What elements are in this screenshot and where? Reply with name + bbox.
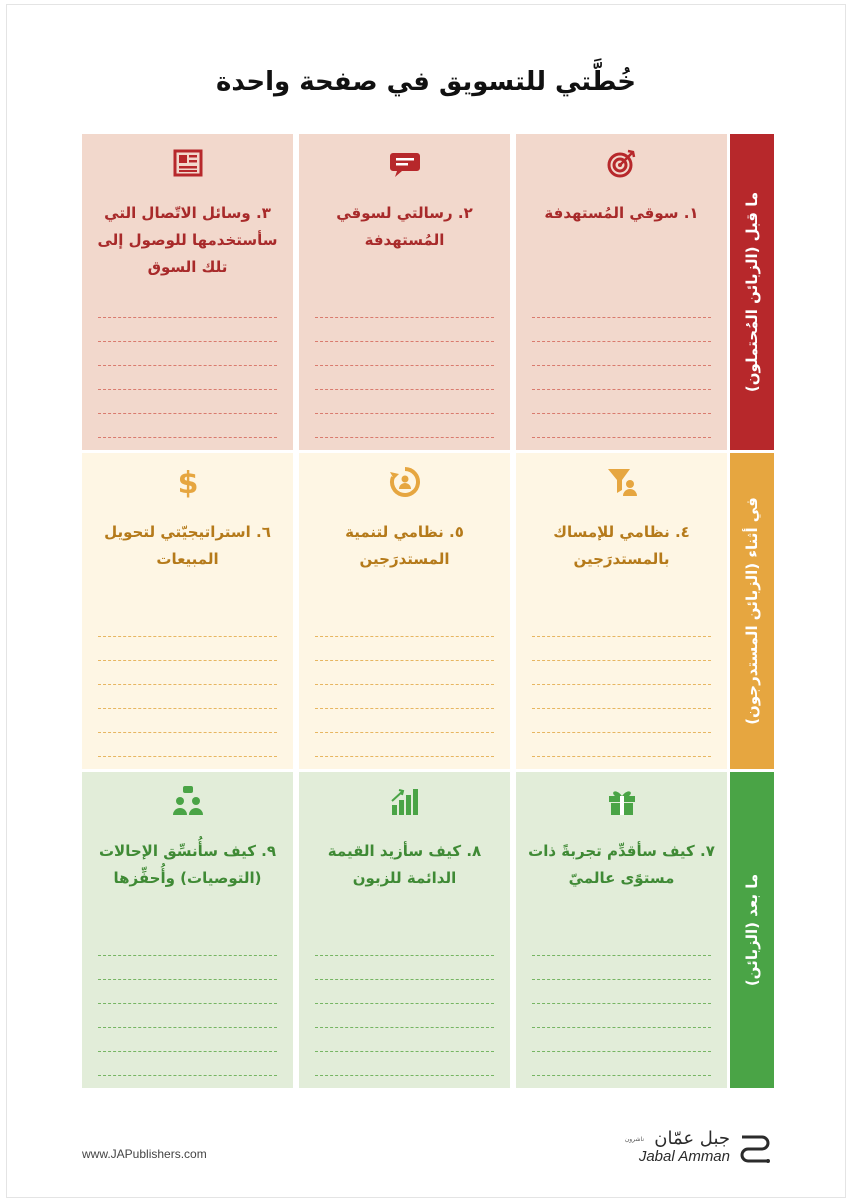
cell-title: ١. سوقي المُستهدفة <box>544 204 699 222</box>
cell-lead-nurture <box>299 453 510 769</box>
cell-referrals <box>82 772 293 1088</box>
cell-message <box>299 134 510 450</box>
logo-small-text: ناشرون <box>624 1136 644 1143</box>
page-title: خُطَّتي للتسويق في صفحة واحدة <box>216 67 636 97</box>
writing-lines[interactable] <box>532 932 711 1076</box>
publisher-logo <box>624 1128 772 1166</box>
writing-lines[interactable] <box>98 294 277 438</box>
writing-lines[interactable] <box>532 613 711 757</box>
cycle-person-icon <box>299 465 510 499</box>
stage-label: ما قبل (الزبائن المُحتملون) <box>743 191 761 393</box>
funnel-person-icon <box>516 465 727 499</box>
cell-title: ٨. كيف سأزيد القيمة الدائمة للزبون <box>327 842 482 887</box>
logo-english-name: Jabal Amman <box>638 1148 730 1165</box>
bar-chart-icon <box>299 784 510 818</box>
writing-lines[interactable] <box>532 294 711 438</box>
target-icon <box>516 146 727 180</box>
cell-title: ٥. نظامي لتنمية المستدرَجين <box>345 523 464 568</box>
marketing-plan-grid <box>82 134 727 1090</box>
cell-title: ٤. نظامي للإمساك بالمستدرَجين <box>553 523 690 568</box>
stage-band-before <box>730 134 774 450</box>
stage-band-after <box>730 772 774 1088</box>
publisher-url[interactable]: www.JAPublishers.com <box>82 1147 207 1161</box>
logo-wordmark <box>624 1128 730 1166</box>
cell-title: ٢. رسالتي لسوقي المُستهدفة <box>336 204 473 249</box>
cell-title: ٧. كيف سأقدِّم تجربةً ذات مستوًى عالميّ <box>528 842 715 887</box>
stage-band-during <box>730 453 774 769</box>
logo-mark-icon <box>738 1131 772 1165</box>
cell-target-market <box>516 134 727 450</box>
cell-title: ٩. كيف سأُنسِّق الإحالات (التوصيات) وأُحفِّزها <box>98 842 277 887</box>
cell-lifetime-value <box>299 772 510 1088</box>
svg-text:$: $ <box>177 466 198 498</box>
stage-label: ما بعد (الزبائن) <box>743 873 761 987</box>
gift-icon <box>516 784 727 818</box>
cell-title: ٣. وسائل الاتّصال التي سأستخدمها للوصول إلى تلك السوق <box>97 204 278 276</box>
speech-bubble-icon <box>299 146 510 180</box>
writing-lines[interactable] <box>315 613 494 757</box>
newspaper-icon <box>82 146 293 180</box>
cell-sales-conversion <box>82 453 293 769</box>
cell-title: ٦. استراتيجيّتي لتحويل المبيعات <box>104 523 271 568</box>
cell-lead-capture <box>516 453 727 769</box>
stage-label: في أثناء (الزبائن المستدرجون) <box>743 497 762 725</box>
cell-world-class-experience <box>516 772 727 1088</box>
writing-lines[interactable] <box>98 932 277 1076</box>
writing-lines[interactable] <box>315 932 494 1076</box>
logo-arabic-name: جبل عمّان <box>654 1128 730 1149</box>
cell-media <box>82 134 293 450</box>
referral-people-icon <box>82 784 293 818</box>
dollar-icon <box>82 465 293 499</box>
writing-lines[interactable] <box>98 613 277 757</box>
writing-lines[interactable] <box>315 294 494 438</box>
